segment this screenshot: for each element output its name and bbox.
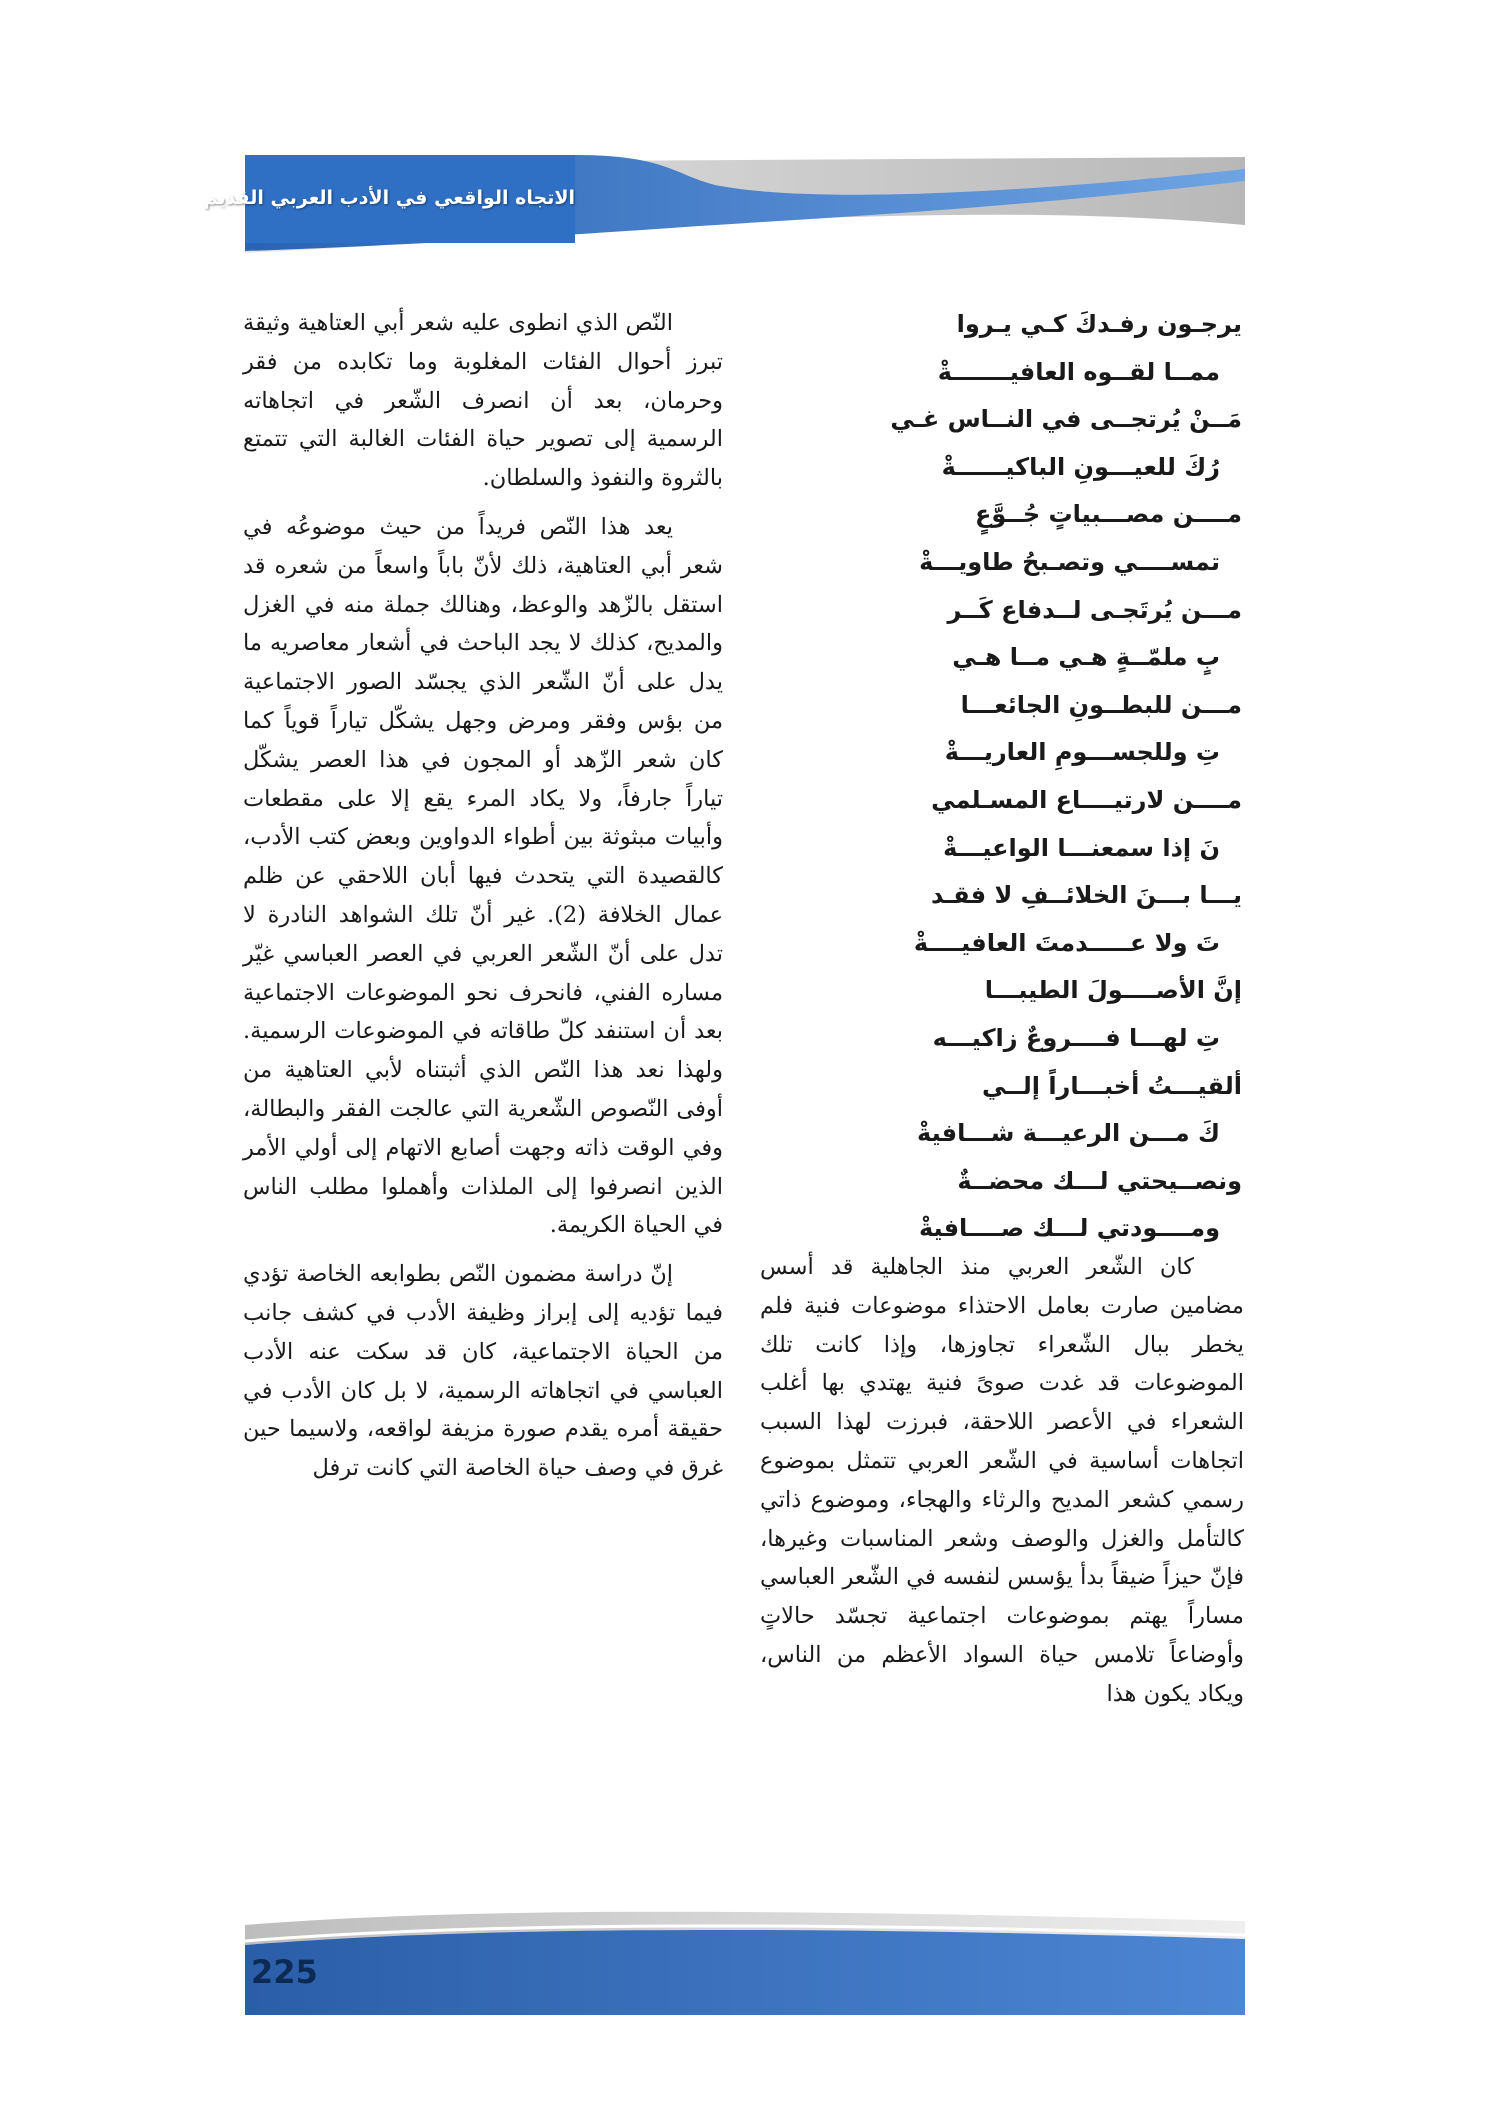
poem-line: بٍ ملمّــةٍ هـي مــا هـي: [952, 643, 1220, 672]
poem-line: تمســــي وتصـبحُ طاويـــةْ: [919, 547, 1220, 576]
poem-line: نَ إذا سمعنـــا الواعيـــةْ: [943, 833, 1220, 862]
body-paragraph: كان الشّعر العربي منذ الجاهلية قد أسس مضامين صارت بعامل الاحتذاء موضوعات فنية فلم يخطر ببال الشّعراء تجاوزها، وإذا كانت تلك الموضوعات قد غدت صوىً فنية يهتدي بها أغلب الشعراء في الأعصر اللاحقة، فبرزت لهذا السبب اتجاهات أساسية في الشّعر العربي تتمثل بموضوع رسمي كشعر المديح والرثاء والهجاء، وموضوع ذاتي كالتأمل والغزل والوصف وشعر المناسبات وغيرها، فإنّ حيزاً ضيقاً بدأ يؤسس لنفسه في الشّعر العباسي مساراً يهتم بموضوعات اجتماعية تجسّد حالاتٍ وأوضاعاً تلامس حياة السواد الأعظم من الناس، ويكاد يكون هذا: [760, 1254, 1244, 1707]
poem-line: إنَّ الأصــــولَ الطيبـــا: [984, 976, 1242, 1005]
running-head-title: الاتجاه الواقعي في الأدب العربي القديم: [203, 187, 575, 209]
page-number: 225: [251, 1953, 318, 1991]
poem-line: ومــــودتي لـــك صــــافيةْ: [918, 1214, 1220, 1243]
poem-line: مـــن للبطــونِ الجائعـــا: [960, 690, 1242, 719]
poem-line: يرجـون رفـدكَ كـي يـروا: [956, 310, 1242, 338]
poem-line: مـــن يُرتَجـى لــدفاع كَــر: [947, 595, 1242, 624]
poem-line: مــــن مصـــبياتٍ جُــوَّعٍ: [975, 500, 1242, 529]
poem-line: يـــا بـــنَ الخلائــفِ لا فقـد: [931, 881, 1242, 910]
poem-line: رُكَ للعيـــونِ الباكيــــــةْ: [941, 452, 1220, 481]
poem-line: تَ ولا عـــــدمتَ العافيــــةْ: [913, 928, 1220, 957]
body-paragraph: يعد هذا النّص فريداً من حيث موضوعُه في شعر أبي العتاهية، ذلك لأنّ باباً واسعاً من شعره قد استقل بالزّهد والوعظ، وهنالك جملة منه في الغزل والمديح، كذلك لا يجد الباحث في أشعار معاصريه ما يدل على أنّ الشّعر الذي يجسّد الصور الاجتماعية من بؤس وفقر ومرض وجهل يشكّل تياراً قوياً كما كان شعر الزّهد أو المجون في هذا العصر يشكّل تياراً جارفاً، ولا يكاد المرء يقع إلا على مقطعات وأبيات مبثوثة بين أطواء الدواوين وبعض كتب الأدب، كالقصيدة التي يتحدث فيها أبان اللاحقي عن ظلم عمال الخلافة (2). غير أنّ تلك الشواهد النادرة لا تدل على أنّ الشّعر العربي في العصر العباسي غيّر مساره الفني، فانحرف نحو الموضوعات الاجتماعية بعد أن استنفد كلّ طاقاته في الموضوعات الرسمية. ولهذا نعد هذا النّص الذي أثبتناه لأبي العتاهية من أوفى النّصوص الشّعرية التي عالجت الفقر والبطالة، وفي الوقت ذاته وجهت أصابع الاتهام إلى أولي الأمر الذين انصرفوا إلى الملذات وأهملوا مطلب الناس في الحياة الكريمة.: [243, 513, 724, 1239]
footer-banner: [245, 1905, 1245, 2015]
poem-line: ونصــيحتي لـــك محضــةٌ: [957, 1166, 1242, 1195]
right-column-text: [760, 1248, 1244, 1714]
poem-line: مــــن لارتيــــاع المسـلمي: [931, 785, 1242, 814]
poem-line: كَ مـــن الرعيـــة شـــافيةْ: [917, 1119, 1220, 1148]
poem-line: تِ لهـــا فــــروعٌ زاكيـــه: [932, 1023, 1220, 1052]
header-banner: [203, 155, 1245, 265]
poem-line: مَــنْ يُرتجــى في النــاس غـي: [890, 405, 1242, 434]
footer-banner-graphic: [245, 1905, 1245, 2015]
body-paragraph: النّص الذي انطوى عليه شعر أبي العتاهية وثيقة تبرز أحوال الفئات المغلوبة وما تكابده من فقر وحرمان، بعد أن انصرف الشّعر في اتجاهاته الرسمية إلى تصوير حياة الفئات الغالبة التي تتمتع بالثروة والنفوذ والسلطان.: [243, 310, 723, 492]
left-column-text: [243, 304, 723, 1488]
poem-line: ألقيـــتُ أخبـــاراً إلــي: [982, 1071, 1242, 1100]
poem-line: تِ وللجســـومِ العاريـــةْ: [944, 738, 1220, 767]
poem: [772, 301, 1242, 1253]
poem-line: ممــا لقــوه العافيـــــــةْ: [937, 357, 1220, 386]
body-paragraph: إنّ دراسة مضمون النّص بطوابعه الخاصة تؤدي فيما تؤديه إلى إبراز وظيفة الأدب في كشف جانب من الحياة الاجتماعية، كان قد سكت عنه الأدب العباسي في اتجاهاته الرسمية، لا بل كان الأدب في حقيقة أمره يقدم صورة مزيفة لواقعه، ولاسيما حين غرق في وصف حياة الخاصة التي كانت ترفل: [243, 1261, 723, 1482]
